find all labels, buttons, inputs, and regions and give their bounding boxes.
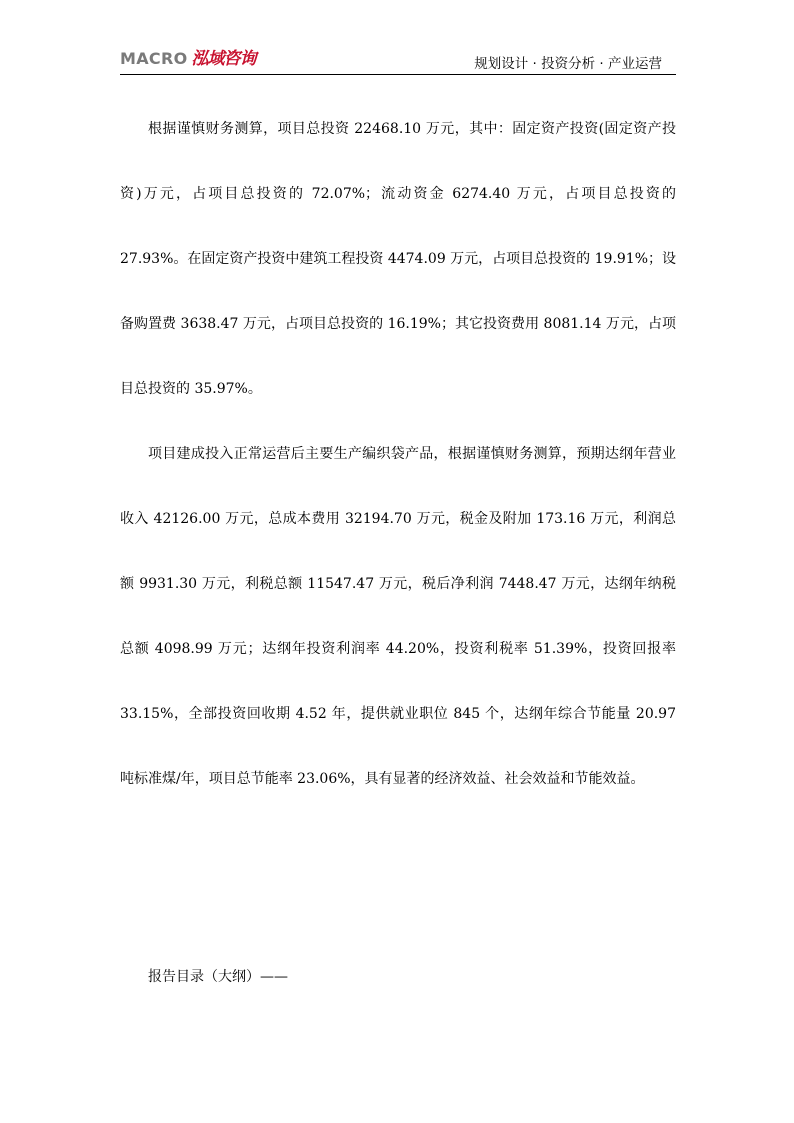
page-header xyxy=(120,44,676,75)
toc-heading: 报告目录（大纲）—— xyxy=(148,969,288,985)
paragraph-investment: 根据谨慎财务测算，项目总投资 22468.10 万元，其中：固定资产投资(固定资产投资)万元，占项目总投资的 72.07%；流动资金 6274.40 万元，占项目总投资的 27.93%。在固定资产投资中建筑工程投资 4474.09 万元，占项目总投资的 19.91%；设备购置费 3638.47 万元，占项目总投资的 16.19%；其它投资费用 8081.14 万元，占项目总投资的 35.97%。 xyxy=(120,121,677,397)
paragraph-operations: 项目建成投入正常运营后主要生产编织袋产品，根据谨慎财务测算，预期达纲年营业收入 42126.00 万元，总成本费用 32194.70 万元，税金及附加 173.16 万元，利润总额 9931.30 万元，利税总额 11547.47 万元，税后净利润 7448.47 万元，达纲年纳税总额 4098.99 万元；达纲年投资利润率 44.20%，投资利税率 51.39%，投资回报率 33.15%，全部投资回收期 4.52 年，提供就业职位 845 个，达纲年综合节能量 20.97 吨标准煤/年，项目总节能率 23.06%，具有显著的经济效益、社会效益和节能效益。 xyxy=(120,446,676,787)
header-tagline: 规划设计 · 投资分析 · 产业运营 xyxy=(474,56,662,72)
logo-chinese-text: 泓域咨询 xyxy=(191,49,256,69)
document-body xyxy=(120,97,677,985)
company-logo xyxy=(120,50,255,68)
logo-latin-text: MACRO xyxy=(120,49,188,68)
